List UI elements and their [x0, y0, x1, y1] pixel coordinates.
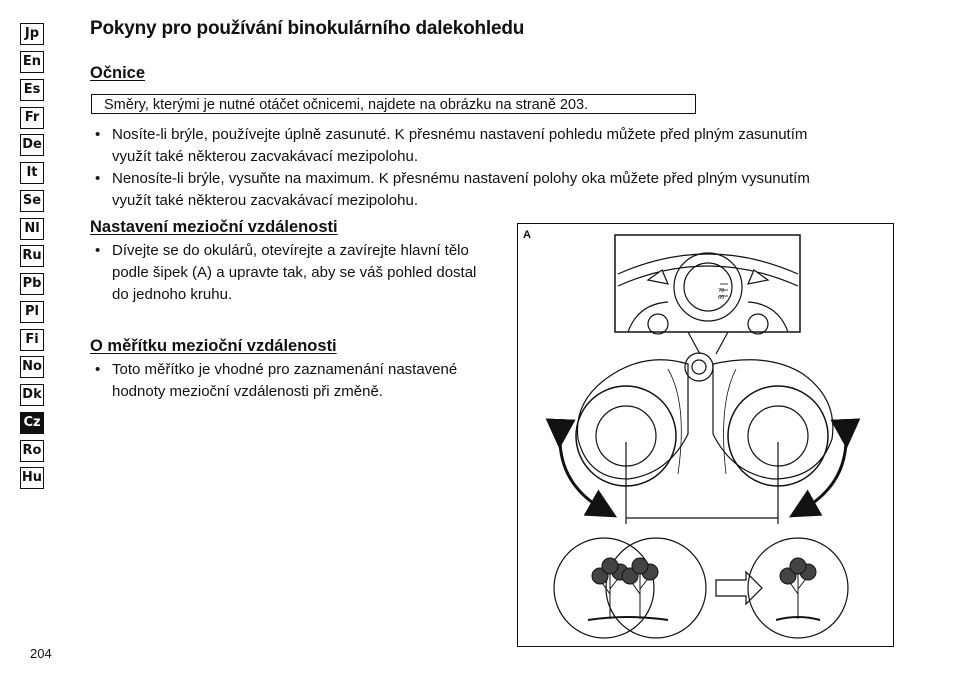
page-title: Pokyny pro používání binokulárního dalekohledu	[90, 18, 525, 39]
section-title-eyecups: Očnice	[90, 64, 146, 82]
lang-tab-de[interactable]: De	[20, 134, 44, 156]
list-item: • Nenosíte-li brýle, vysuňte na maximum. K přesnému nastavení polohy oka můžete před plným vysunutím využít také některou zacvakávací mezipolohu.	[90, 168, 830, 212]
lang-tab-en[interactable]: En	[20, 51, 44, 73]
section-title-ipd: Nastavení mezioční vzdálenosti	[90, 218, 338, 236]
section-title-ipd-scale: O měřítku mezioční vzdálenosti	[90, 337, 337, 355]
list-item: • Toto měřítko je vhodné pro zaznamenání nastavené hodnoty mezioční vzdálenosti při změně.	[90, 359, 465, 403]
scale-mark-70: 70	[718, 288, 725, 294]
lang-tab-hu[interactable]: Hu	[20, 467, 44, 489]
lang-tab-cz[interactable]: Cz	[20, 412, 44, 434]
result-arrow-icon	[716, 572, 762, 604]
list-item: • Nosíte-li brýle, používejte úplně zasunuté. K přesnému nastavení pohledu můžete před plným zasunutím využít také některou zacvakávací mezipolohu.	[90, 124, 830, 168]
ipd-scale-list	[90, 359, 465, 403]
scale-mark-60: 60	[718, 295, 725, 301]
tree-icon	[588, 558, 668, 620]
figure-label: A	[523, 229, 531, 241]
lang-tab-ro[interactable]: Ro	[20, 440, 44, 462]
eyecups-note: Směry, kterými je nutné otáčet očnicemi, najdete na obrázku na straně 203.	[91, 94, 696, 114]
ipd-list	[90, 240, 490, 306]
lang-tab-pl[interactable]: Pl	[20, 301, 44, 323]
binocular-body-left	[576, 360, 688, 486]
lang-tab-fr[interactable]: Fr	[20, 107, 44, 129]
lang-tab-pb[interactable]: Pb	[20, 273, 44, 295]
lang-tab-nl[interactable]: Nl	[20, 218, 44, 240]
eyecups-list	[90, 124, 830, 212]
list-item: • Dívejte se do okulárů, otevírejte a zavírejte hlavní tělo podle šipek (A) a upravte tak, aby se váš pohled dostal do jednoho kruhu.	[90, 240, 490, 306]
lang-tab-ru[interactable]: Ru	[20, 245, 44, 267]
view-after	[748, 538, 848, 638]
scale-detail-inset	[615, 235, 800, 334]
lang-tab-no[interactable]: No	[20, 356, 44, 378]
lang-tab-se[interactable]: Se	[20, 190, 44, 212]
lang-tab-fi[interactable]: Fi	[20, 329, 44, 351]
lang-tab-jp[interactable]: Jp	[20, 23, 44, 45]
binocular-illustration	[518, 224, 895, 648]
binocular-body-right	[713, 360, 833, 486]
page-number: 204	[30, 646, 52, 661]
lang-tab-it[interactable]: It	[20, 162, 44, 184]
figure-a	[517, 223, 894, 647]
view-before	[554, 538, 706, 638]
rotate-right-arrow-icon	[802, 434, 846, 510]
hinge-dial-icon	[685, 353, 713, 381]
lang-tab-dk[interactable]: Dk	[20, 384, 44, 406]
tree-icon	[776, 558, 820, 620]
lang-tab-es[interactable]: Es	[20, 79, 44, 101]
